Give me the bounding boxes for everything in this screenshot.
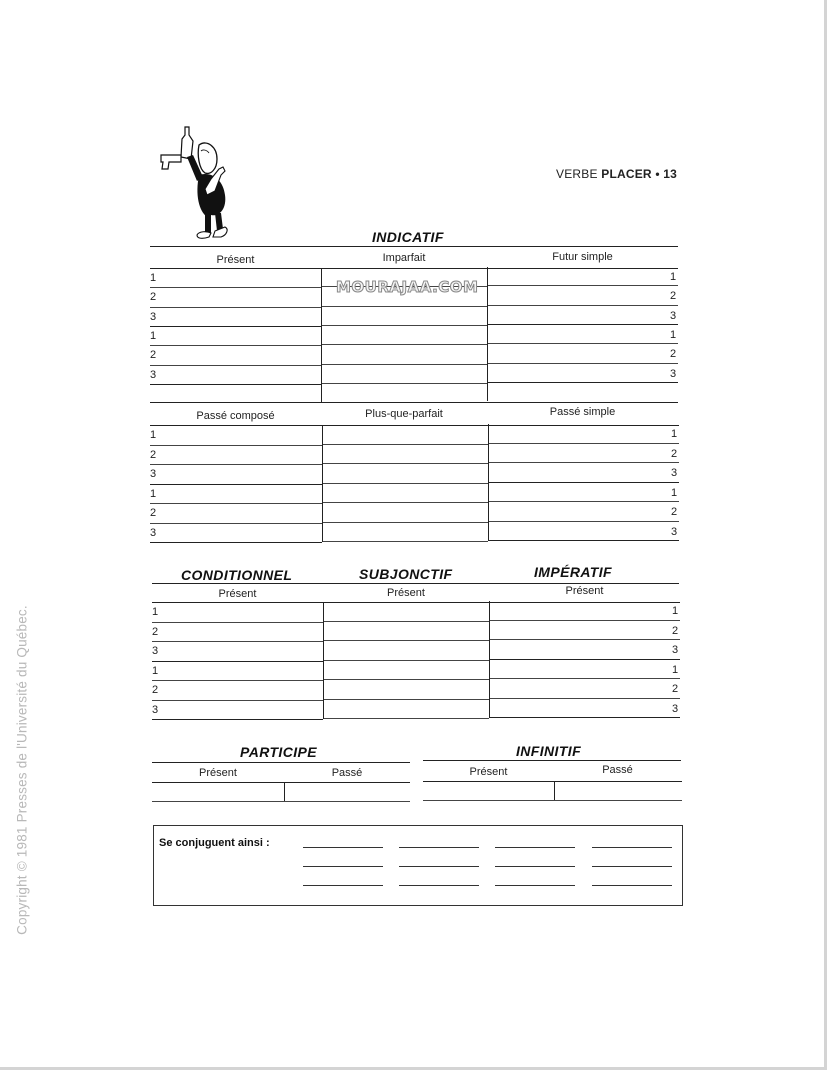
indicatif-upper-row-line (321, 286, 487, 287)
infinitif-divider (554, 781, 555, 800)
indicatif-lower-person-number: 3 (671, 525, 678, 538)
header-verb: PLACER (601, 167, 652, 181)
conjugate-like-answer-line (399, 885, 479, 886)
col-head-conditionnel-present: Présent (218, 588, 257, 600)
indicatif-lower-person-number: 1 (671, 486, 678, 499)
section-title-infinitif: INFINITIF (516, 743, 582, 759)
conjugate-like-answer-line (592, 885, 672, 886)
infinitif-top-rule (423, 760, 681, 761)
indicatif-upper-row-line (150, 326, 321, 327)
indicatif-upper-row-line (487, 343, 678, 344)
moods-person-number: 3 (672, 702, 679, 715)
participe-top-rule (152, 762, 410, 763)
indicatif-upper-person-number: 3 (670, 367, 677, 380)
indicatif-lower-row-line (488, 443, 679, 444)
indicatif-lower-header-rule (150, 425, 679, 426)
indicatif-upper-person-number: 1 (150, 329, 157, 342)
section-title-conditionnel: CONDITIONNEL (181, 567, 293, 583)
indicatif-lower-row-line (150, 445, 322, 446)
indicatif-lower-row-line (322, 444, 488, 445)
moods-row-line (489, 717, 680, 718)
indicatif-lower-row-line (150, 484, 322, 485)
indicatif-upper-row-line (487, 285, 678, 286)
indicatif-upper-row-line (150, 345, 321, 346)
indicatif-upper-person-number: 1 (670, 328, 677, 341)
indicatif-lower-person-number: 2 (150, 507, 157, 519)
participe-answer-line (152, 801, 410, 802)
moods-row-line (323, 660, 489, 661)
indicatif-upper-person-number: 2 (670, 290, 677, 303)
indicatif-upper-row-line (150, 384, 321, 385)
moods-top-rule (152, 583, 679, 584)
indicatif-lower-row-line (488, 482, 679, 483)
indicatif-lower-person-number: 1 (671, 428, 678, 440)
conjugate-like-answer-line (303, 885, 383, 886)
indicatif-upper-row-line (321, 325, 487, 326)
indicatif-upper-row-line (487, 324, 678, 325)
indicatif-lower-person-number: 3 (671, 467, 678, 479)
conjugate-like-answer-line (399, 866, 479, 867)
moods-header-rule (152, 602, 680, 603)
conjugate-like-answer-line (303, 847, 383, 848)
moods-row-line (323, 679, 489, 680)
moods-row-line (152, 700, 323, 701)
infinitif-answer-line (423, 800, 682, 801)
conjugate-like-answer-line (495, 866, 575, 867)
moods-person-number: 3 (152, 703, 159, 716)
indicatif-lower-row-line (488, 521, 679, 522)
moods-row-line (489, 678, 680, 679)
col-head-passe-simple: Passé simple (549, 406, 616, 418)
indicatif-lower-divider (488, 424, 489, 541)
indicatif-upper-person-number: 3 (150, 368, 157, 381)
moods-row-line (489, 659, 680, 660)
indicatif-upper-row-line (487, 363, 678, 364)
indicatif-lower-row-line (322, 483, 488, 484)
indicatif-top-rule (150, 246, 678, 247)
header-prefix: VERBE (556, 167, 598, 181)
conjugate-like-answer-line (495, 847, 575, 848)
moods-person-number: 1 (672, 605, 679, 617)
conjugate-like-label: Se conjuguent ainsi : (159, 837, 270, 849)
indicatif-upper-row-line (321, 364, 487, 365)
indicatif-lower-row-line (322, 502, 488, 503)
moods-row-line (323, 718, 489, 719)
moods-row-line (323, 699, 489, 700)
indicatif-upper-bottom-rule (150, 402, 678, 403)
moods-row-line (152, 661, 323, 662)
indicatif-lower-person-number: 2 (671, 506, 678, 518)
indicatif-upper-row-line (150, 287, 321, 288)
moods-person-number: 1 (152, 606, 159, 618)
indicatif-upper-row-line (487, 382, 678, 383)
moods-divider (489, 601, 490, 718)
watermark: MOURAJAA.COM (336, 278, 479, 296)
indicatif-lower-person-number: 2 (671, 447, 678, 460)
indicatif-upper-row-line (321, 306, 487, 307)
indicatif-lower-row-line (322, 522, 488, 523)
indicatif-upper-person-number: 1 (150, 272, 157, 284)
indicatif-lower-row-line (488, 462, 679, 463)
col-head-participe-present: Présent (199, 767, 237, 779)
moods-row-line (489, 639, 680, 640)
col-head-plus-que-parfait: Plus-que-parfait (365, 408, 443, 420)
indicatif-upper-person-number: 2 (670, 348, 677, 361)
copyright-notice: Copyright © 1981 Presses de l'Université du Québec. (14, 605, 30, 935)
moods-person-number: 3 (152, 645, 159, 657)
conjugate-like-answer-line (592, 866, 672, 867)
moods-person-number: 2 (152, 625, 159, 638)
col-head-participe-passe: Passé (331, 767, 363, 779)
col-head-subjonctif-present: Présent (387, 587, 425, 599)
participe-divider (284, 782, 285, 801)
col-head-infinitif-present: Présent (469, 766, 508, 778)
conjugate-like-answer-line (592, 847, 672, 848)
indicatif-lower-row-line (488, 540, 679, 541)
indicatif-lower-person-number: 3 (150, 468, 157, 480)
indicatif-lower-row-line (150, 523, 322, 524)
indicatif-lower-person-number: 1 (150, 429, 157, 441)
indicatif-upper-person-number: 1 (670, 271, 677, 283)
indicatif-upper-row-line (150, 307, 321, 308)
col-head-imperatif-present: Présent (565, 585, 604, 597)
moods-person-number: 1 (152, 664, 159, 677)
indicatif-upper-row-line (487, 305, 678, 306)
moods-person-number: 1 (672, 663, 679, 676)
moods-row-line (152, 641, 323, 642)
indicatif-upper-header-rule (150, 268, 678, 269)
section-title-subjonctif: SUBJONCTIF (359, 566, 453, 582)
moods-person-number: 3 (672, 644, 679, 656)
moods-person-number: 2 (152, 684, 159, 696)
col-head-futur-simple: Futur simple (552, 251, 613, 263)
header-page-number: 13 (663, 167, 678, 181)
indicatif-upper-row-line (321, 344, 487, 345)
indicatif-upper-person-number: 2 (150, 291, 157, 304)
indicatif-lower-row-line (488, 501, 679, 502)
moods-row-line (323, 640, 489, 641)
section-title-imperatif: IMPÉRATIF (534, 564, 613, 580)
section-title-indicatif: INDICATIF (372, 229, 444, 245)
conjugate-like-answer-line (399, 847, 479, 848)
section-title-participe: PARTICIPE (240, 744, 317, 760)
col-head-imparfait: Imparfait (382, 252, 426, 264)
infinitif-header-rule (423, 781, 682, 782)
indicatif-upper-divider (321, 268, 322, 402)
moods-row-line (489, 620, 680, 621)
participe-header-rule (152, 782, 410, 783)
page-header (556, 167, 677, 181)
indicatif-lower-row-line (150, 464, 322, 465)
indicatif-upper-person-number: 2 (150, 349, 157, 362)
indicatif-lower-person-number: 1 (150, 487, 157, 500)
indicatif-upper-person-number: 3 (670, 309, 677, 322)
col-head-infinitif-passe: Passé (602, 764, 633, 776)
conjugate-like-answer-line (495, 885, 575, 886)
conjugate-like-answer-line (303, 866, 383, 867)
moods-row-line (152, 680, 323, 681)
indicatif-upper-row-line (321, 383, 487, 384)
header-bullet: • (655, 167, 660, 181)
indicatif-upper-person-number: 3 (150, 310, 157, 323)
col-head-present: Présent (216, 254, 255, 266)
moods-divider (323, 602, 324, 719)
moods-row-line (323, 621, 489, 622)
indicatif-lower-row-line (150, 542, 322, 543)
moods-row-line (152, 719, 323, 720)
moods-person-number: 2 (672, 683, 679, 695)
moods-row-line (152, 622, 323, 623)
indicatif-upper-divider (487, 267, 488, 401)
mascot-figure-with-bottles-icon (155, 125, 245, 243)
indicatif-lower-divider (322, 425, 323, 542)
indicatif-lower-row-line (150, 503, 322, 504)
col-head-passe-compose: Passé composé (196, 410, 275, 422)
indicatif-lower-row-line (322, 541, 488, 542)
indicatif-upper-row-line (150, 365, 321, 366)
moods-person-number: 2 (672, 624, 679, 637)
indicatif-lower-row-line (322, 463, 488, 464)
indicatif-lower-person-number: 3 (150, 526, 157, 539)
indicatif-lower-person-number: 2 (150, 448, 157, 461)
moods-row-line (489, 698, 680, 699)
